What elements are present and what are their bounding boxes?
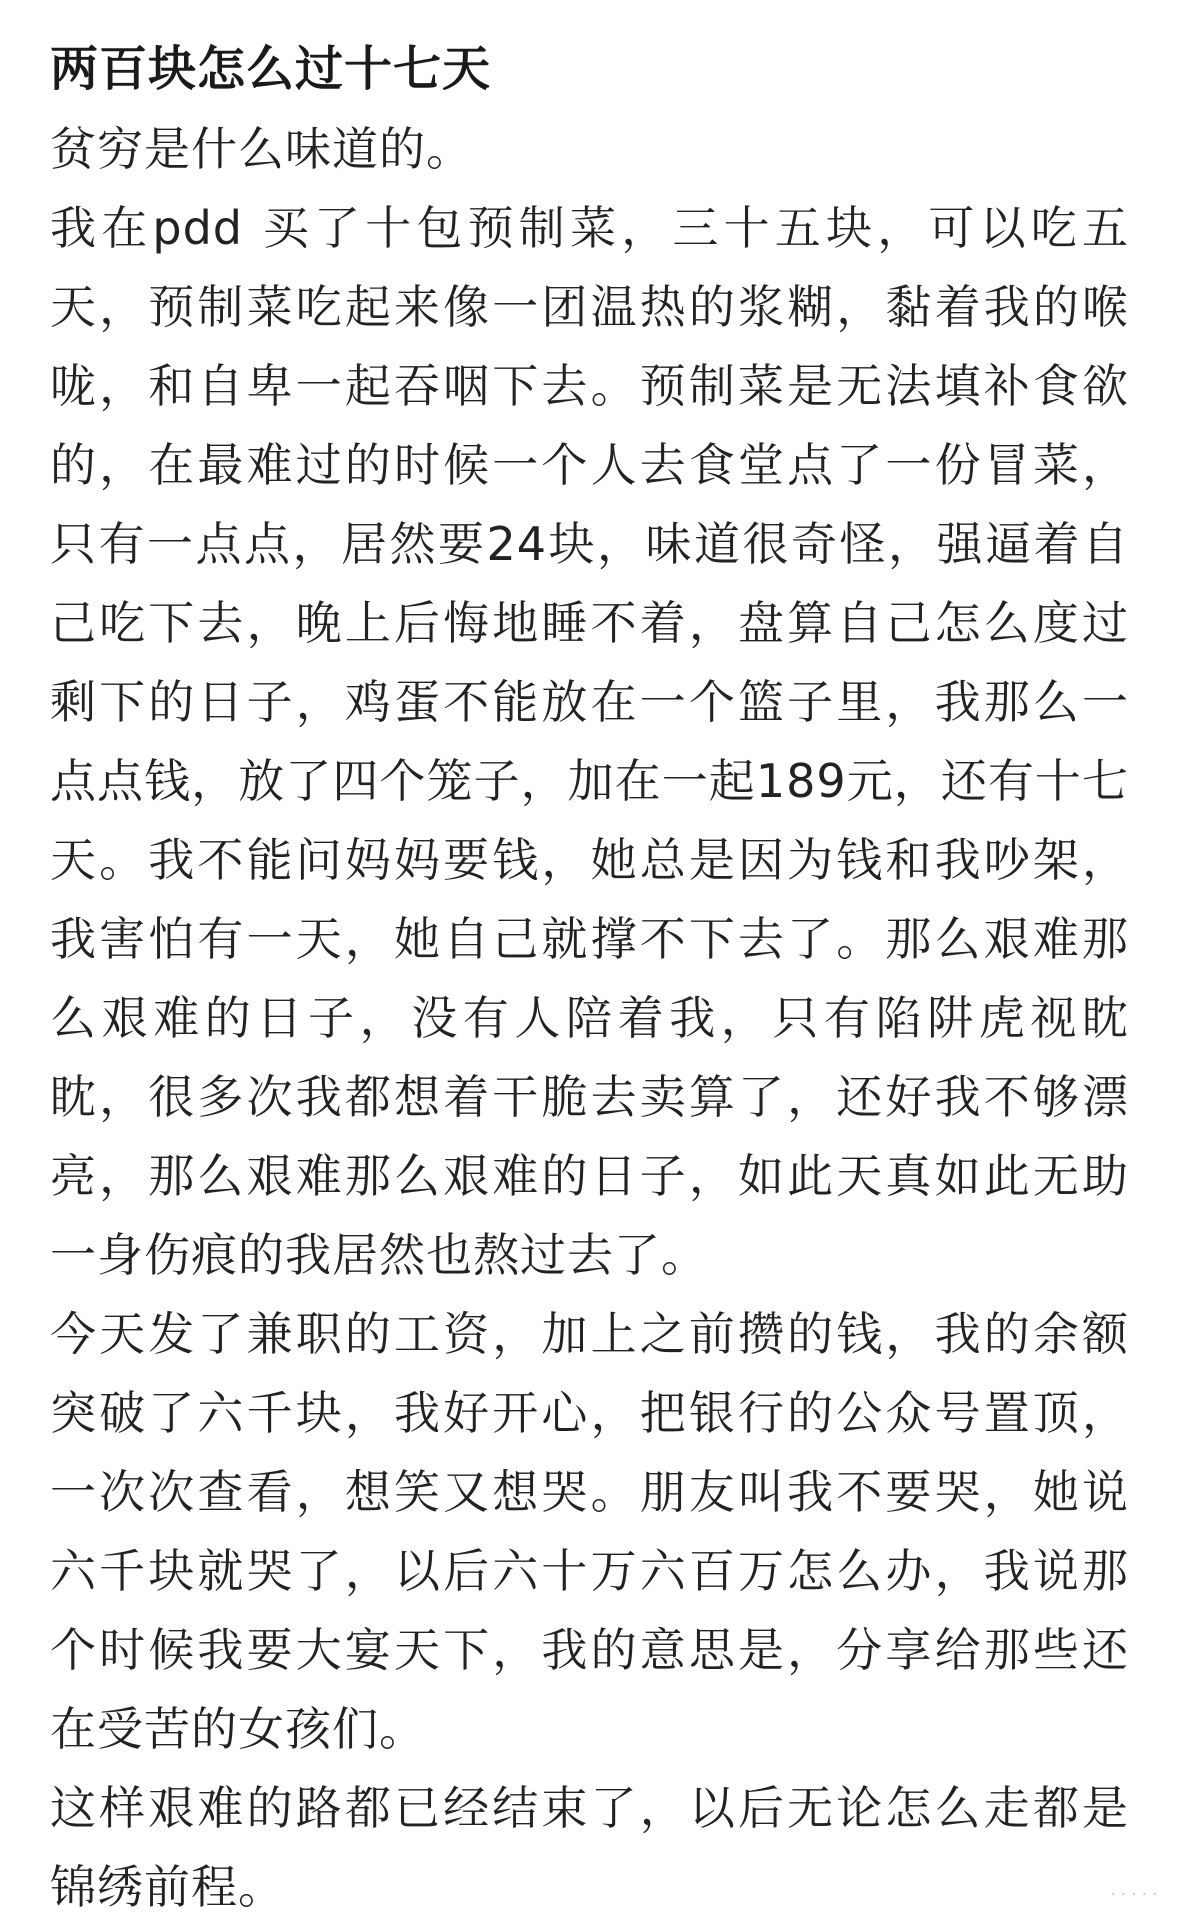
post-body	[50, 110, 1129, 1927]
paragraph-opening: 贫穷是什么味道的。	[50, 122, 473, 176]
paragraph-today: 今天发了兼职的工资，加上之前攒的钱，我的余额突破了六千块，我好开心，把银行的公众号置顶，一次次查看，想笑又想哭。朋友叫我不要哭，她说六千块就哭了，以后六十万六百万怎么办，我说那个时候我要大宴天下，我的意思是，分享给那些还在受苦的女孩们。	[50, 1307, 1129, 1756]
paragraph-story: 我在pdd 买了十包预制菜，三十五块，可以吃五天，预制菜吃起来像一团温热的浆糊，黏着我的喉咙，和自卑一起吞咽下去。预制菜是无法填补食欲的，在最难过的时候一个人去食堂点了一份冒菜，只有一点点，居然要24块，味道很奇怪，强逼着自己吃下去，晚上后悔地睡不着，盘算自己怎么度过剩下的日子，鸡蛋不能放在一个篮子里，我那么一点点钱，放了四个笼子，加在一起189元，还有十七天。我不能问妈妈要钱，她总是因为钱和我吵架，我害怕有一天，她自己就撑不下去了。那么艰难那么艰难的日子，没有人陪着我，只有陷阱虎视眈眈，很多次我都想着干脆去卖算了，还好我不够漂亮，那么艰难那么艰难的日子，如此天真如此无助一身伤痕的我居然也熬过去了。	[50, 201, 1129, 1282]
footer-dots: ·····	[1108, 1887, 1161, 1903]
paragraph-closing: 这样艰难的路都已经结束了，以后无论怎么走都是锦绣前程。	[50, 1781, 1129, 1914]
post-title: 两百块怎么过十七天	[50, 41, 492, 97]
post-content	[50, 30, 1129, 1927]
